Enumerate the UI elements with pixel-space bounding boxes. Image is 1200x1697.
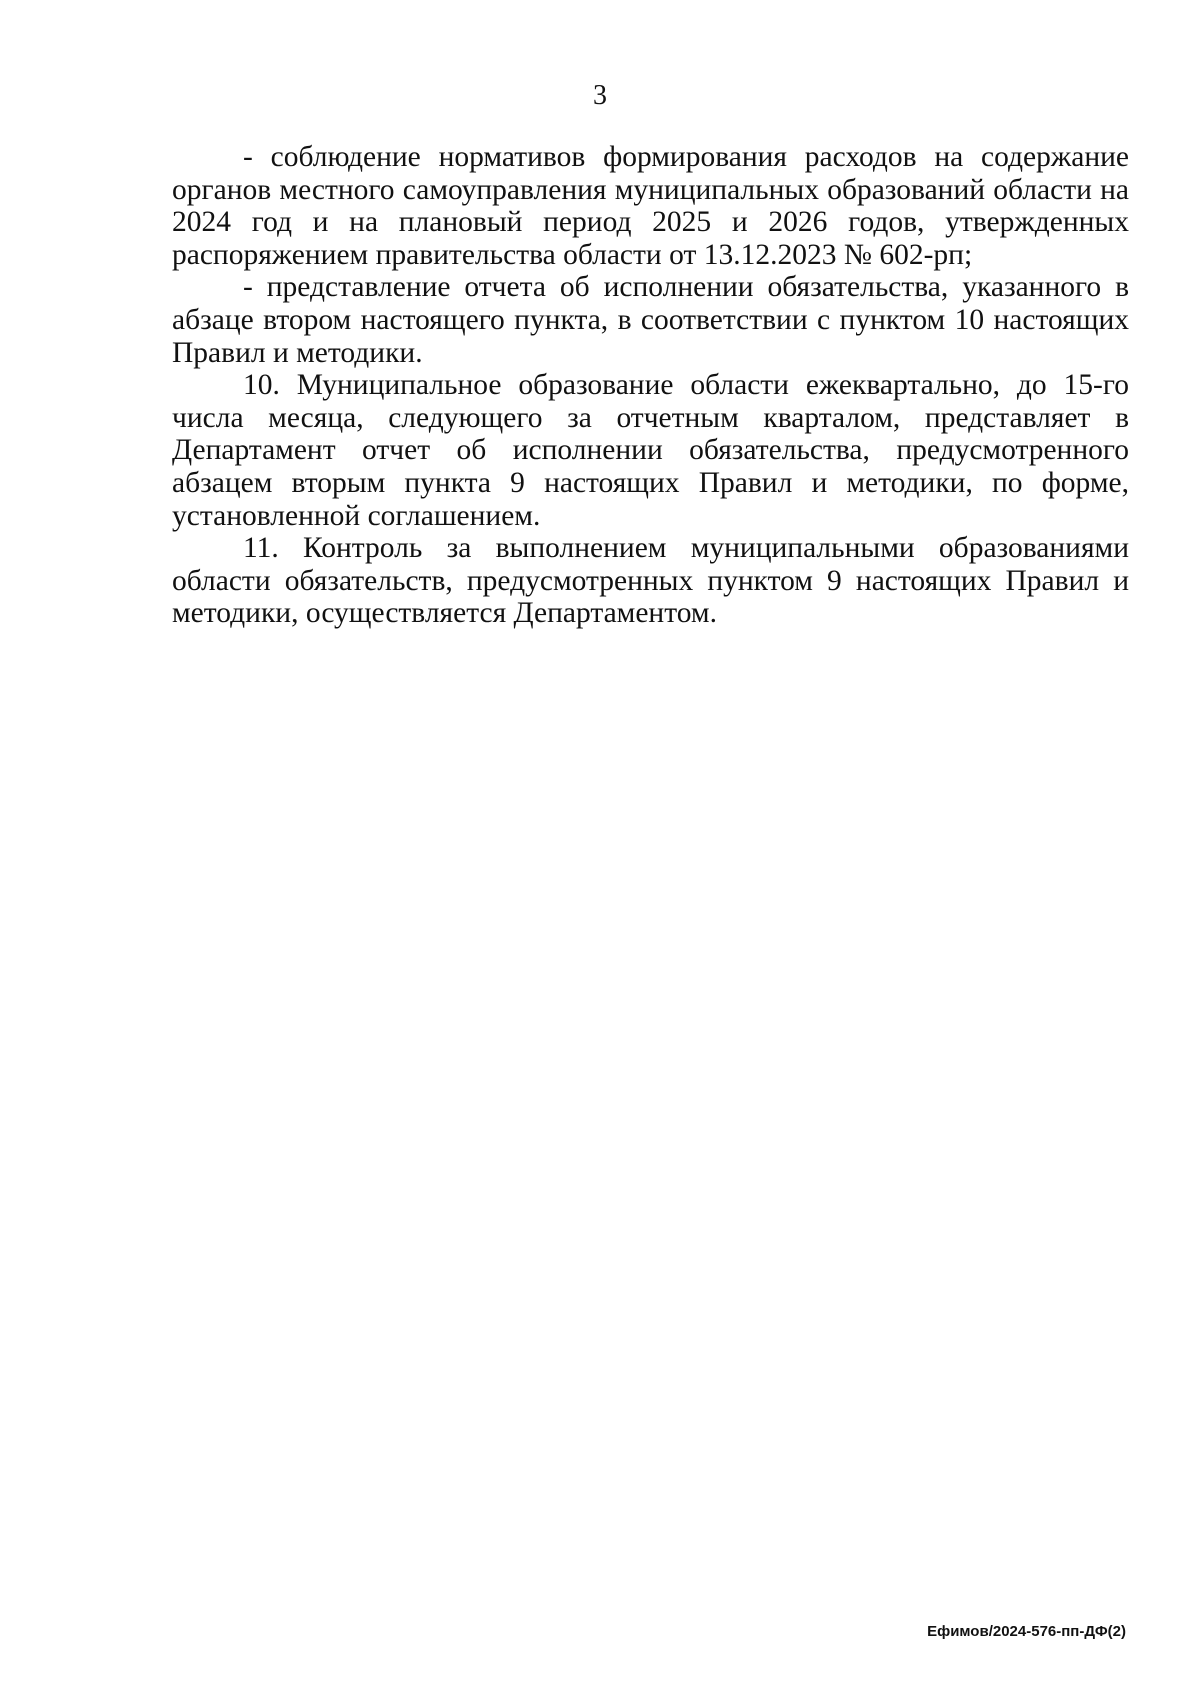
document-registration-code: Ефимов/2024-576-пп-ДФ(2) — [927, 1623, 1126, 1640]
page-number: 3 — [593, 80, 607, 111]
paragraph-item-10: 10. Муниципальное образование области ежеквартально, до 15-го числа месяца, следующего за отчетным кварталом, представляет в Департамент отчет об исполнении обязательства, предусмотренного абзацем вторым пункта 9 настоящих Правил и методики, по форме, установленной соглашением. — [172, 369, 1129, 532]
document-body — [172, 141, 1129, 630]
paragraph-spending-standards: - соблюдение нормативов формирования расходов на содержание органов местного самоуправления муниципальных образований области на 2024 год и на плановый период 2025 и 2026 годов, утвержденных распоряжением правительства области от 13.12.2023 № 602-рп; — [172, 141, 1129, 271]
paragraph-report-submission: - представление отчета об исполнении обязательства, указанного в абзаце втором настоящего пункта, в соответствии с пунктом 10 настоящих Правил и методики. — [172, 271, 1129, 369]
paragraph-item-11: 11. Контроль за выполнением муниципальными образованиями области обязательств, предусмотренных пунктом 9 настоящих Правил и методики, осуществляется Департаментом. — [172, 532, 1129, 630]
